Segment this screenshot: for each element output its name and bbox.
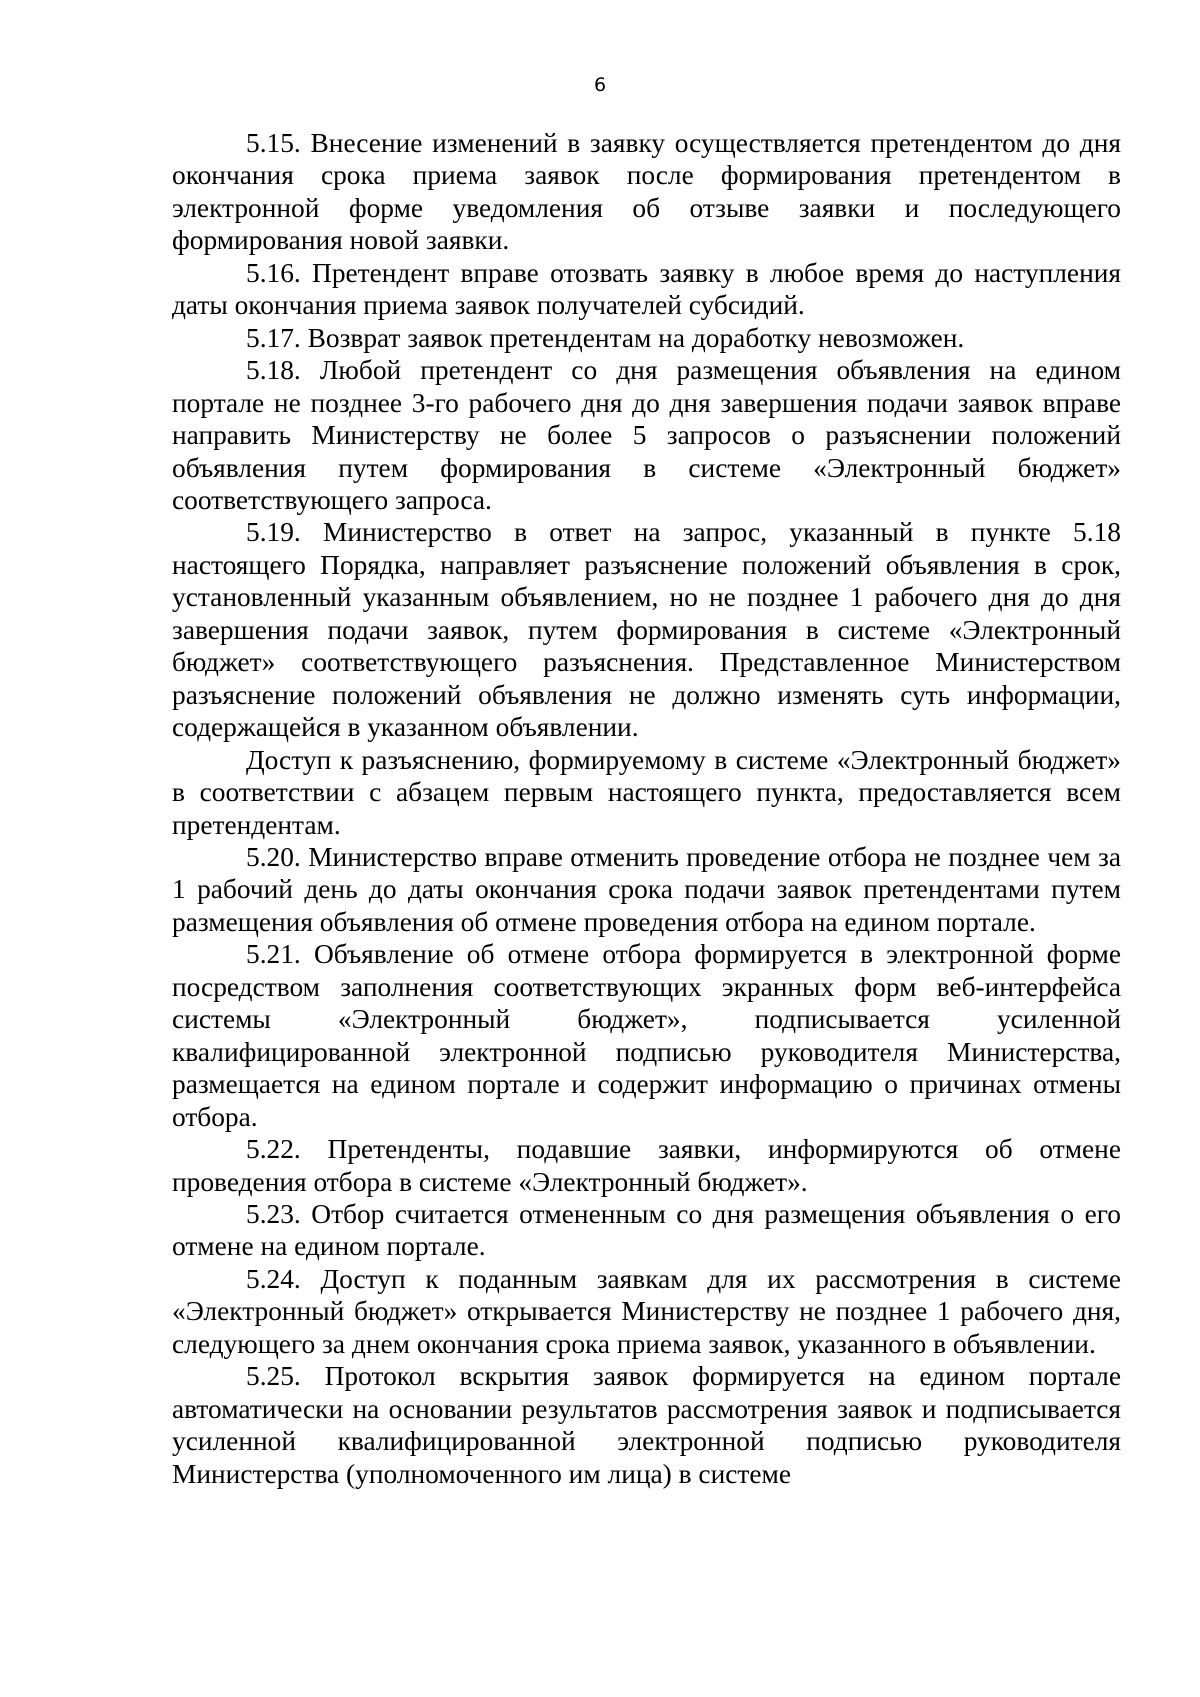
paragraph-5-19: 5.19. Министерство в ответ на запрос, указанный в пункте 5.18 настоящего Порядка, направляет разъяснение положений объявления в срок, установленный указанным объявлением, но не позднее 1 рабочего дня до дня завершения подачи заявок, путем формирования в системе «Электронный бюджет» соответствующего разъяснения. Представленное Министерством разъяснение положений объявления не должно изменять суть информации, содержащейся в указанном объявлении. [172,517,1121,743]
paragraph-5-22: 5.22. Претенденты, подавшие заявки, информируются об отмене проведения отбора в системе «Электронный бюджет». [172,1134,1121,1197]
document-body [172,127,1121,1490]
paragraph-5-20: 5.20. Министерство вправе отменить проведение отбора не позднее чем за 1 рабочий день до даты окончания срока подачи заявок претендентами путем размещения объявления об отмене проведения отбора на едином портале. [172,841,1121,937]
paragraph-5-21: 5.21. Объявление об отмене отбора формируется в электронной форме посредством заполнения соответствующих экранных форм веб-интерфейса системы «Электронный бюджет», подписывается усиленной квалифицированной электронной подписью руководителя Министерства, размещается на едином портале и содержит информацию о причинах отмены отбора. [172,939,1121,1132]
paragraph-5-25: 5.25. Протокол вскрытия заявок формируется на едином портале автоматически на основании результатов рассмотрения заявок и подписывается усиленной квалифицированной электронной подписью руководителя Министерства (уполномоченного им лица) в системе [172,1361,1121,1489]
paragraph-5-16: 5.16. Претендент вправе отозвать заявку в любое время до наступления даты окончания приема заявок получателей субсидий. [172,257,1121,321]
paragraph-5-23: 5.23. Отбор считается отмененным со дня размещения объявления о его отмене на едином портале. [172,1198,1121,1262]
paragraph-5-19-access: Доступ к разъяснению, формируемому в системе «Электронный бюджет» в соответствии с абзацем первым настоящего пункта, предоставляется всем претендентам. [172,744,1121,840]
page-number: 6 [593,74,607,96]
paragraph-5-18: 5.18. Любой претендент со дня размещения объявления на едином портале не позднее 3-го рабочего дня до дня завершения подачи заявок вправе направить Министерству не более 5 запросов о разъяснении положений объявления путем формирования в системе «Электронный бюджет» соответствующего запроса. [172,355,1121,515]
paragraph-5-17: 5.17. Возврат заявок претендентам на доработку невозможен. [246,322,965,353]
paragraph-5-24: 5.24. Доступ к поданным заявкам для их рассмотрения в системе «Электронный бюджет» открывается Министерству не позднее 1 рабочего дня, следующего за днем окончания срока приема заявок, указанного в объявлении. [172,1263,1121,1359]
paragraph-5-15: 5.15. Внесение изменений в заявку осуществляется претендентом до дня окончания срока приема заявок после формирования претендентом в электронной форме уведомления об отзыве заявки и последующего формирования новой заявки. [172,128,1121,256]
